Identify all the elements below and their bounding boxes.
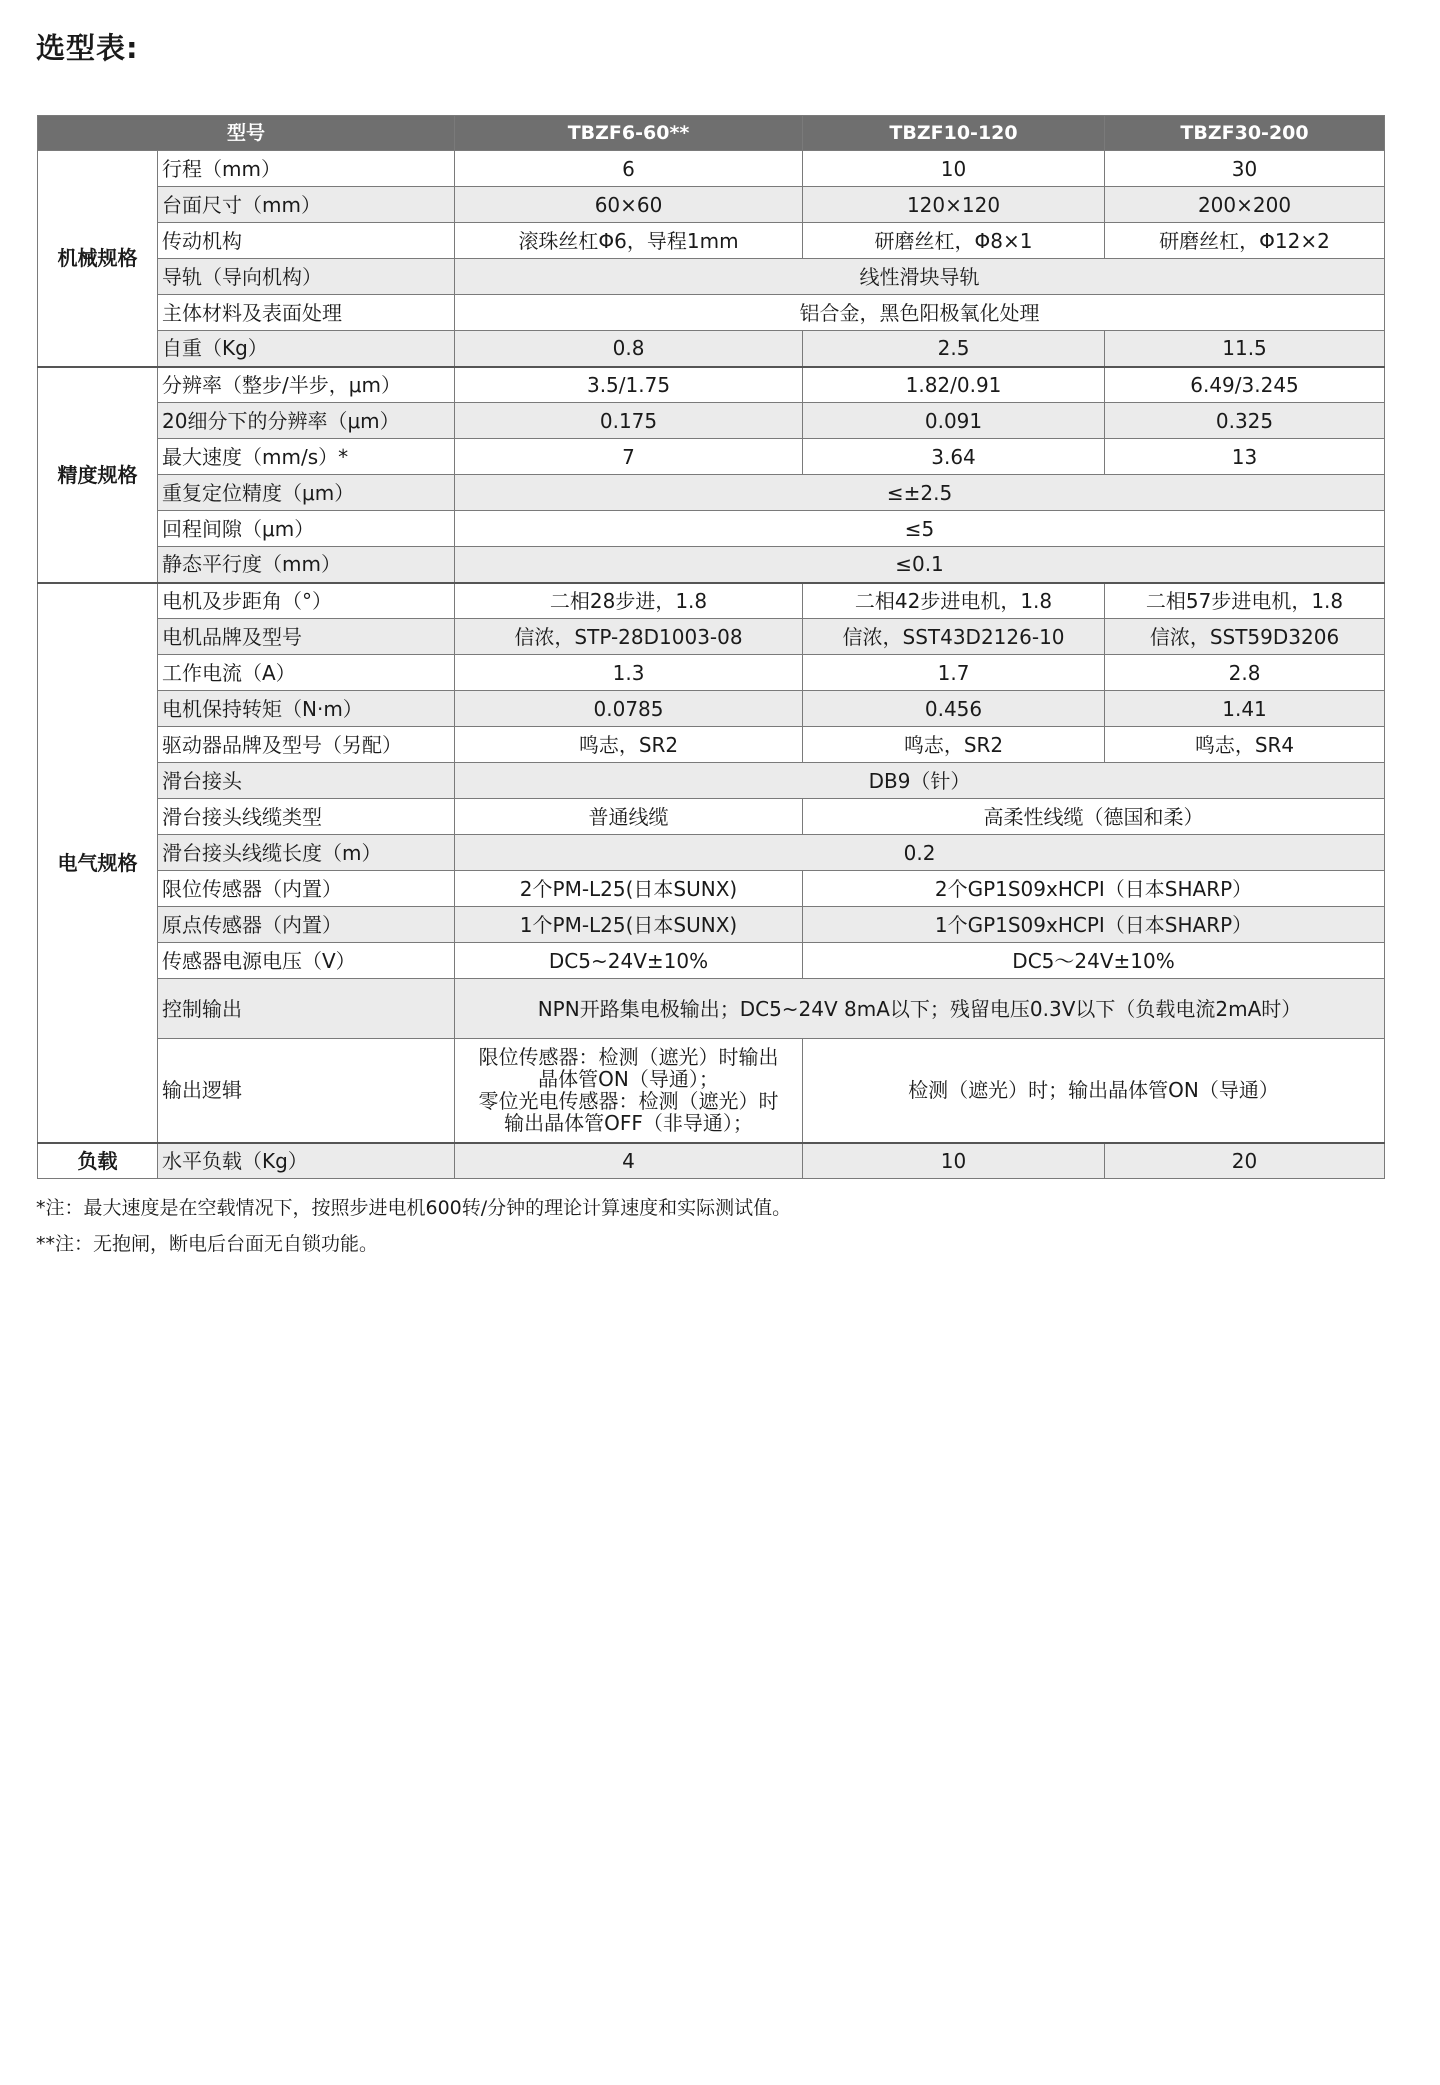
- param-value: ≤5: [455, 511, 1385, 547]
- param-name: 自重（Kg）: [158, 331, 455, 367]
- table-row: [38, 691, 1385, 727]
- param-value: DB9（针）: [455, 763, 1385, 799]
- param-value: 0.456: [803, 691, 1105, 727]
- param-value: ≤0.1: [455, 547, 1385, 583]
- param-value: 高柔性线缆（德国和柔）: [803, 799, 1385, 835]
- table-row: [38, 403, 1385, 439]
- param-value: 1个PM-L25(日本SUNX): [455, 907, 803, 943]
- param-value: 11.5: [1105, 331, 1385, 367]
- param-name: 电机及步距角（°）: [158, 583, 455, 619]
- param-name: 水平负载（Kg）: [158, 1143, 455, 1179]
- table-header-row: [38, 116, 1385, 151]
- param-name: 重复定位精度（μm）: [158, 475, 455, 511]
- param-value: 普通线缆: [455, 799, 803, 835]
- param-name: 工作电流（A）: [158, 655, 455, 691]
- table-row: [38, 943, 1385, 979]
- param-value: 铝合金，黑色阳极氧化处理: [455, 295, 1385, 331]
- param-value: 60×60: [455, 187, 803, 223]
- page-title: 选型表:: [36, 31, 139, 65]
- param-value: 0.2: [455, 835, 1385, 871]
- table-row: [38, 727, 1385, 763]
- model-header-2: TBZF10-120: [803, 116, 1105, 151]
- param-value: 1.7: [803, 655, 1105, 691]
- table-row: [38, 223, 1385, 259]
- param-value: 1.82/0.91: [803, 367, 1105, 403]
- table-body: [38, 151, 1385, 1179]
- selection-table: [37, 115, 1385, 1179]
- param-value: 1.41: [1105, 691, 1385, 727]
- table-row: [38, 979, 1385, 1039]
- param-value: 3.5/1.75: [455, 367, 803, 403]
- param-name: 导轨（导向机构）: [158, 259, 455, 295]
- param-value: 2个PM-L25(日本SUNX): [455, 871, 803, 907]
- param-value: 4: [455, 1143, 803, 1179]
- table-row: [38, 871, 1385, 907]
- param-value: 1个GP1S09xHCPI（日本SHARP）: [803, 907, 1385, 943]
- param-name: 分辨率（整步/半步，μm）: [158, 367, 455, 403]
- param-name: 静态平行度（mm）: [158, 547, 455, 583]
- param-value: DC5~24V±10%: [455, 943, 803, 979]
- param-value: 鸣志，SR2: [803, 727, 1105, 763]
- param-value: 二相57步进电机，1.8: [1105, 583, 1385, 619]
- group-electrical: 电气规格: [38, 583, 158, 1143]
- group-load: 负载: [38, 1143, 158, 1179]
- param-value: 13: [1105, 439, 1385, 475]
- table-row: [38, 907, 1385, 943]
- param-name: 主体材料及表面处理: [158, 295, 455, 331]
- param-name: 20细分下的分辨率（μm）: [158, 403, 455, 439]
- param-name: 滑台接头线缆长度（m）: [158, 835, 455, 871]
- footnotes: [36, 1190, 791, 1262]
- param-value: 0.325: [1105, 403, 1385, 439]
- param-value: 2个GP1S09xHCPI（日本SHARP）: [803, 871, 1385, 907]
- table-row: [38, 1039, 1385, 1143]
- param-value: ≤±2.5: [455, 475, 1385, 511]
- param-value: 鸣志，SR2: [455, 727, 803, 763]
- table-row: [38, 331, 1385, 367]
- param-value: DC5～24V±10%: [803, 943, 1385, 979]
- param-value: 10: [803, 1143, 1105, 1179]
- table-row: [38, 511, 1385, 547]
- param-value: 3.64: [803, 439, 1105, 475]
- param-value: 线性滑块导轨: [455, 259, 1385, 295]
- param-value: 1.3: [455, 655, 803, 691]
- param-value: 二相28步进，1.8: [455, 583, 803, 619]
- param-value: 30: [1105, 151, 1385, 187]
- param-name: 电机品牌及型号: [158, 619, 455, 655]
- table-row: [38, 655, 1385, 691]
- table-row: [38, 799, 1385, 835]
- param-name: 行程（mm）: [158, 151, 455, 187]
- table-row: [38, 439, 1385, 475]
- param-value: 200×200: [1105, 187, 1385, 223]
- param-name: 原点传感器（内置）: [158, 907, 455, 943]
- param-name: 回程间隙（μm）: [158, 511, 455, 547]
- param-name: 滑台接头: [158, 763, 455, 799]
- param-value: 0.0785: [455, 691, 803, 727]
- param-value: 限位传感器：检测（遮光）时输出 晶体管ON（导通）； 零位光电传感器：检测（遮光）时 输出晶体管OFF（非导通）；: [455, 1039, 803, 1143]
- param-value: 二相42步进电机，1.8: [803, 583, 1105, 619]
- param-name: 最大速度（mm/s）*: [158, 439, 455, 475]
- param-value: 20: [1105, 1143, 1385, 1179]
- param-value: 检测（遮光）时；输出晶体管ON（导通）: [803, 1039, 1385, 1143]
- param-value: 滚珠丝杠Φ6，导程1mm: [455, 223, 803, 259]
- param-value: 0.091: [803, 403, 1105, 439]
- group-precision: 精度规格: [38, 367, 158, 583]
- param-value: 研磨丝杠，Φ12×2: [1105, 223, 1385, 259]
- param-value: 2.5: [803, 331, 1105, 367]
- table-row: [38, 763, 1385, 799]
- param-value: 信浓，SST59D3206: [1105, 619, 1385, 655]
- param-value: 10: [803, 151, 1105, 187]
- model-header-1: TBZF6-60**: [455, 116, 803, 151]
- table-row: [38, 187, 1385, 223]
- table-row: [38, 475, 1385, 511]
- param-value: 研磨丝杠，Φ8×1: [803, 223, 1105, 259]
- model-header-3: TBZF30-200: [1105, 116, 1385, 151]
- table-row: [38, 151, 1385, 187]
- model-header: 型号: [38, 116, 455, 151]
- footnote-speed: *注：最大速度是在空载情况下，按照步进电机600转/分钟的理论计算速度和实际测试值。: [36, 1197, 792, 1219]
- table-row: [38, 583, 1385, 619]
- param-value: 信浓，STP-28D1003-08: [455, 619, 803, 655]
- table-row: [38, 547, 1385, 583]
- param-value: 7: [455, 439, 803, 475]
- param-value: 信浓，SST43D2126-10: [803, 619, 1105, 655]
- table-row: [38, 619, 1385, 655]
- param-name: 传感器电源电压（V）: [158, 943, 455, 979]
- table-row: [38, 1143, 1385, 1179]
- table-row: [38, 367, 1385, 403]
- table-row: [38, 259, 1385, 295]
- param-value: 6: [455, 151, 803, 187]
- param-name: 滑台接头线缆类型: [158, 799, 455, 835]
- param-value: NPN开路集电极输出；DC5~24V 8mA以下；残留电压0.3V以下（负载电流2mA时）: [455, 979, 1385, 1039]
- param-name: 传动机构: [158, 223, 455, 259]
- param-value: 120×120: [803, 187, 1105, 223]
- param-name: 台面尺寸（mm）: [158, 187, 455, 223]
- param-name: 控制输出: [158, 979, 455, 1039]
- table-row: [38, 835, 1385, 871]
- param-value: 6.49/3.245: [1105, 367, 1385, 403]
- param-value: 鸣志，SR4: [1105, 727, 1385, 763]
- param-value: 0.175: [455, 403, 803, 439]
- param-value: 0.8: [455, 331, 803, 367]
- param-name: 驱动器品牌及型号（另配）: [158, 727, 455, 763]
- table-row: [38, 295, 1385, 331]
- footnote-brake: **注：无抱闸，断电后台面无自锁功能。: [36, 1233, 379, 1255]
- param-value: 2.8: [1105, 655, 1385, 691]
- param-name: 电机保持转矩（N·m）: [158, 691, 455, 727]
- param-name: 限位传感器（内置）: [158, 871, 455, 907]
- param-name: 输出逻辑: [158, 1039, 455, 1143]
- group-mechanical: 机械规格: [38, 151, 158, 367]
